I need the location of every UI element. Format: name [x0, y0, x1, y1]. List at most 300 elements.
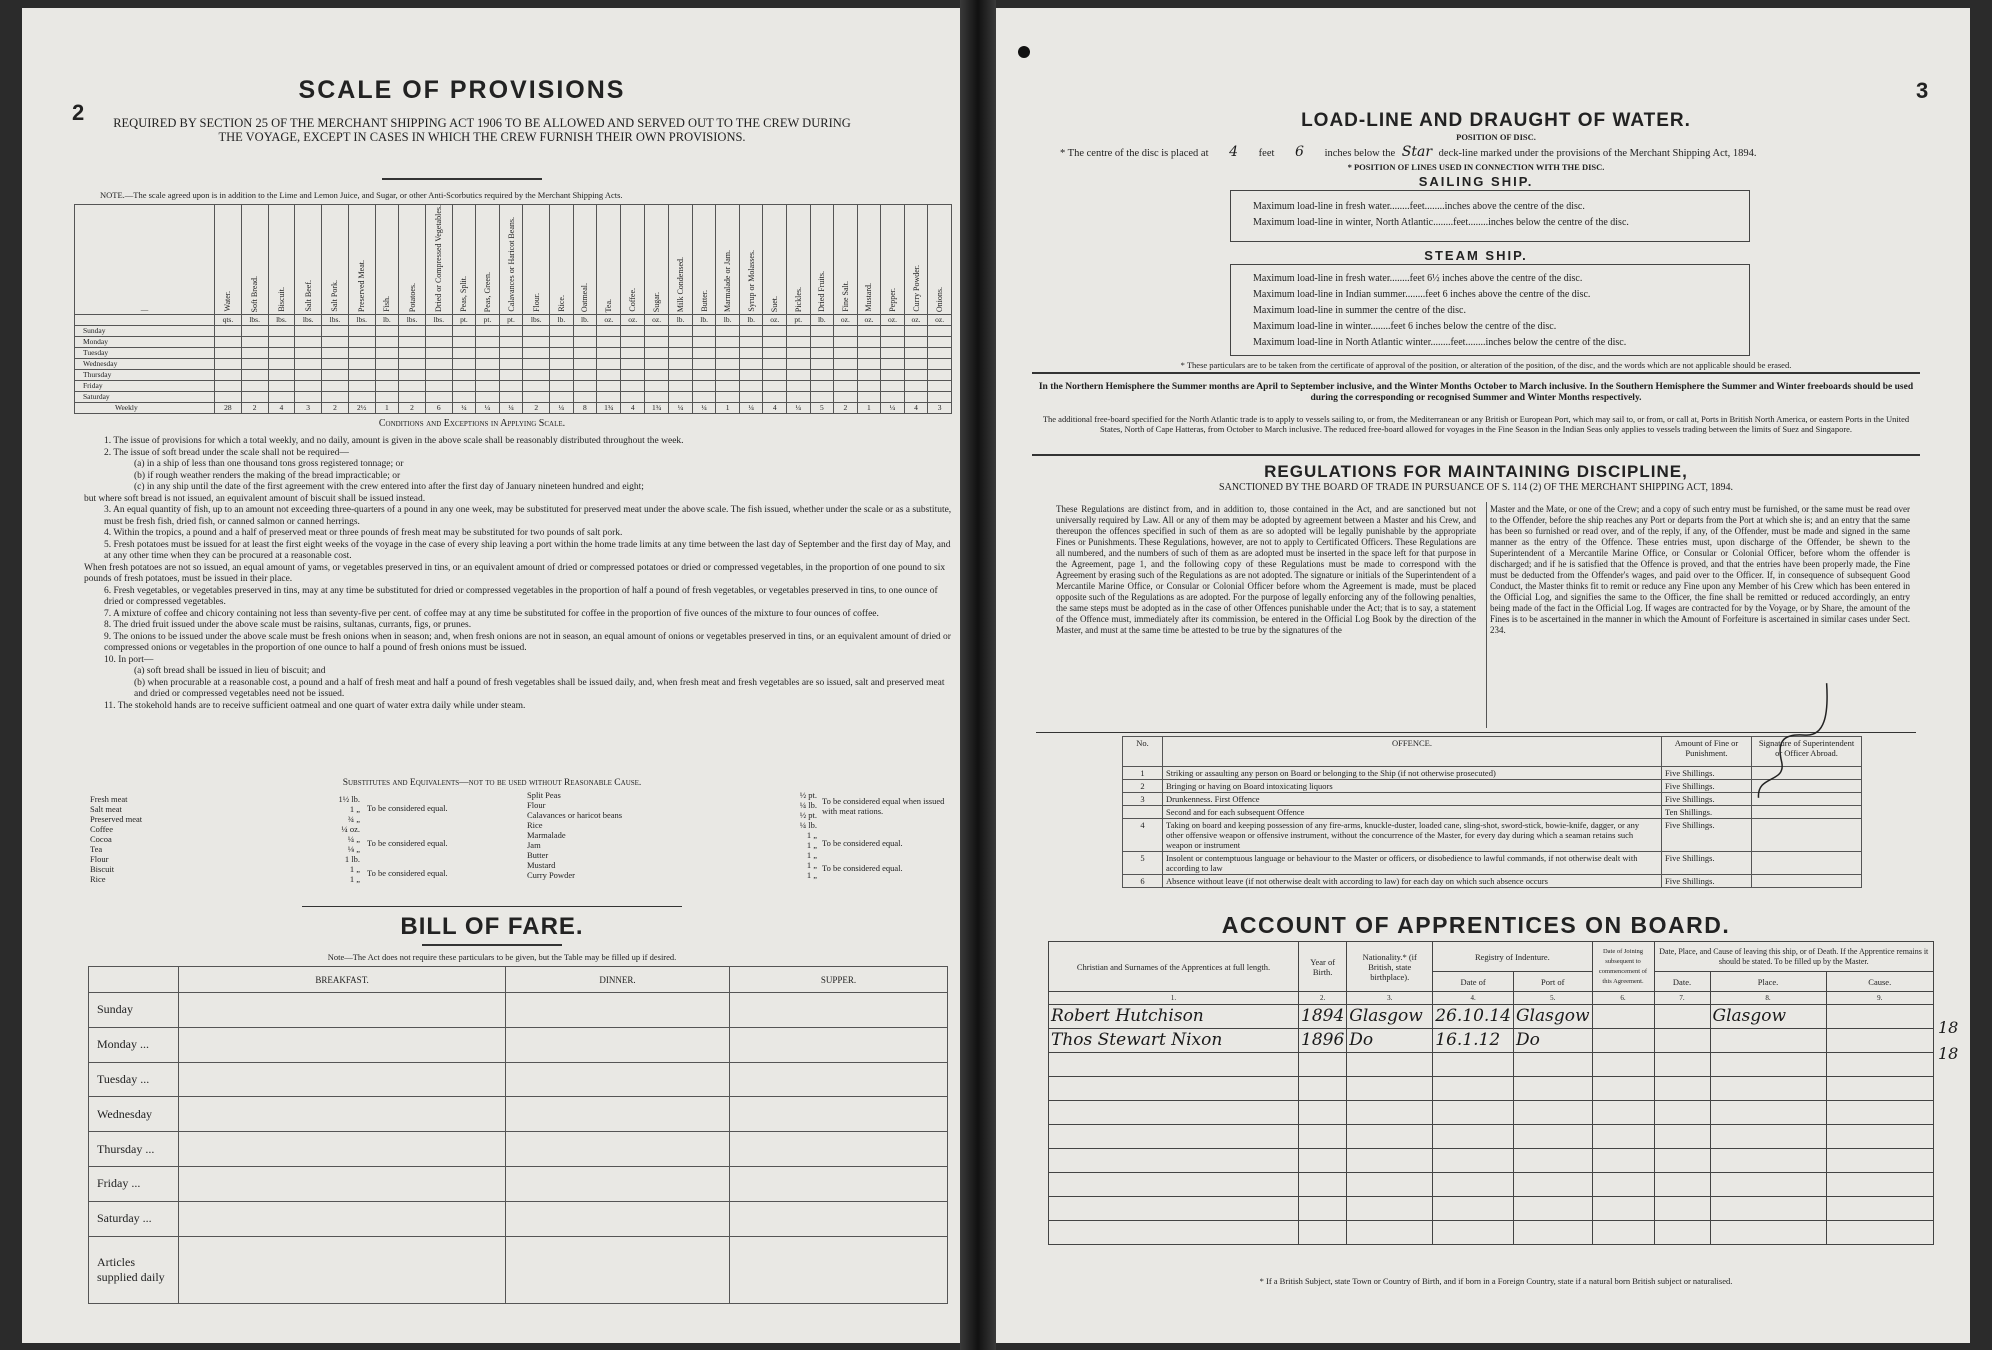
provisions-cell	[645, 380, 669, 391]
substitute-qty: 1 „	[349, 874, 360, 884]
provisions-cell	[621, 380, 645, 391]
substitute-row	[527, 790, 817, 800]
provisions-col-header	[476, 205, 500, 315]
provisions-col-label: Marmalade or Jam.	[723, 249, 733, 312]
provisions-cell	[550, 391, 574, 402]
apprentice-cell	[1592, 1053, 1654, 1077]
apprentices-table	[1048, 941, 1934, 1245]
provisions-cell	[241, 358, 268, 369]
provisions-cell	[425, 369, 452, 380]
provisions-cell	[268, 336, 295, 347]
provisions-day-label: Thursday	[75, 369, 215, 380]
provisions-col-header	[834, 205, 858, 315]
substitute-qty: ¾ „	[347, 814, 360, 824]
provisions-cell	[669, 325, 693, 336]
offence-col-header: OFFENCE.	[1163, 737, 1662, 767]
provisions-cell	[499, 380, 523, 391]
apprentice-cell	[1049, 1029, 1299, 1053]
equal-rations-label: To be considered equal when issued with meat rations.	[822, 796, 945, 816]
provisions-cell	[523, 336, 550, 347]
weekly-value: 1	[375, 402, 399, 413]
provisions-cell	[399, 336, 426, 347]
provisions-day-row	[75, 347, 952, 358]
provisions-cell	[621, 347, 645, 358]
apprentice-cell	[1826, 1029, 1933, 1053]
provisions-col-header	[241, 205, 268, 315]
apprentice-row	[1049, 1077, 1934, 1101]
apprentice-year: 1896	[1301, 1029, 1345, 1050]
substitute-row	[90, 844, 360, 854]
provisions-cell	[716, 336, 740, 347]
offence-no: 3	[1123, 793, 1163, 806]
bill-day-label: Friday ...	[89, 1166, 179, 1201]
weekly-value: 2	[322, 402, 349, 413]
provisions-cell	[716, 369, 740, 380]
provisions-col-header	[523, 205, 550, 315]
page-number-right: 3	[1916, 78, 1929, 103]
provisions-col-label: Syrup or Molasses.	[746, 250, 756, 312]
apprentice-cell	[1654, 1149, 1710, 1173]
rule-item: 7. A mixture of coffee and chicory containing not less than seventy-five per cent. of coffee may at any time be substituted for coffee in the proportion of five ounces of the mixture to four ounces of coffee.	[104, 608, 879, 619]
provisions-cell	[739, 347, 763, 358]
substitute-row	[90, 864, 360, 874]
bill-row	[89, 1132, 948, 1167]
provisions-cell	[573, 358, 597, 369]
apprentice-cell	[1710, 1173, 1826, 1197]
bill-row	[89, 993, 948, 1028]
weekly-value: 2	[399, 402, 426, 413]
provisions-cell	[645, 336, 669, 347]
substitute-row	[527, 850, 817, 860]
sailing-line: Maximum load-line in fresh water........feet........inches above the centre of the disc.	[1253, 201, 1585, 212]
apprentice-row	[1049, 1005, 1934, 1029]
apprentice-cell	[1654, 1077, 1710, 1101]
provisions-cell	[669, 336, 693, 347]
disc-text-4: deck-line marked under the provisions of the Merchant Shipping Act, 1894.	[1438, 148, 1757, 159]
hemisphere-note: In the Northern Hemisphere the Summer months are April to September inclusive, and the Winter Months October to March inclusive. In the Southern Hemisphere the Summer and Winter freeboards should be used during the corresponding or recognised Summer and Winter Months respectively.	[1038, 382, 1914, 403]
provisions-cell	[692, 391, 716, 402]
provisions-unit: lb.	[669, 314, 693, 325]
provisions-cell	[499, 347, 523, 358]
provisions-cell	[268, 358, 295, 369]
provisions-cell	[499, 325, 523, 336]
provisions-corner: —	[75, 205, 215, 315]
provisions-cell	[375, 380, 399, 391]
provisions-unit: lb.	[810, 314, 834, 325]
provisions-cell	[716, 347, 740, 358]
apprentice-cell	[1433, 1005, 1514, 1029]
rule-item: (a) soft bread shall be issued in lieu of biscuit; and	[134, 666, 326, 676]
apprentice-cell	[1049, 1221, 1299, 1245]
provisions-cell	[425, 325, 452, 336]
provisions-cell	[881, 369, 905, 380]
provisions-cell	[904, 380, 928, 391]
equal-label-3: To be considered equal.	[367, 868, 448, 878]
apprentice-cell	[1654, 1197, 1710, 1221]
apprentice-cell	[1513, 1149, 1592, 1173]
provisions-cell	[834, 391, 858, 402]
substitute-qty: 1 „	[806, 850, 817, 860]
provisions-unit: pt.	[499, 314, 523, 325]
apprentice-cell	[1710, 1221, 1826, 1245]
provisions-col-label: Sugar.	[652, 291, 662, 312]
provisions-cell	[881, 347, 905, 358]
apprentice-cell	[1049, 1149, 1299, 1173]
provisions-cell	[881, 358, 905, 369]
apprentice-cell	[1654, 1005, 1710, 1029]
provisions-cell	[295, 347, 322, 358]
substitute-qty: ¼ „	[347, 834, 360, 844]
provisions-cell	[810, 325, 834, 336]
provisions-cell	[834, 380, 858, 391]
substitute-qty: 1 „	[806, 870, 817, 880]
apprentice-cell	[1710, 1029, 1826, 1053]
provisions-cell	[857, 336, 881, 347]
provisions-cell	[399, 358, 426, 369]
apprentice-cell	[1654, 1221, 1710, 1245]
provisions-unit: lbs.	[399, 314, 426, 325]
rule-item: 2. The issue of soft bread under the scale shall not be required—	[104, 447, 349, 458]
substitute-item: Preserved meat	[90, 814, 143, 824]
provisions-cell	[573, 336, 597, 347]
provisions-cell	[476, 380, 500, 391]
apprentice-cell	[1347, 1029, 1433, 1053]
appr-col-number: 6.	[1592, 992, 1654, 1005]
provisions-cell	[322, 347, 349, 358]
provisions-unit: lbs.	[268, 314, 295, 325]
bill-day-label: Saturday ...	[89, 1201, 179, 1236]
provisions-col-label: Biscuit.	[276, 287, 286, 312]
substitute-qty: 1 „	[806, 830, 817, 840]
offence-no: 2	[1123, 780, 1163, 793]
provisions-unit: lb.	[716, 314, 740, 325]
substitute-item: Salt meat	[90, 804, 122, 814]
bill-row	[89, 1062, 948, 1097]
apprentice-cell	[1299, 1149, 1347, 1173]
provisions-cell	[763, 391, 787, 402]
provisions-cell	[881, 391, 905, 402]
provisions-cell	[268, 380, 295, 391]
offence-col-header: Amount of Fine or Punishment.	[1662, 737, 1752, 767]
apprentice-cell	[1654, 1101, 1710, 1125]
provisions-col-label: Dried Fruits.	[817, 271, 827, 312]
substitute-row	[90, 814, 360, 824]
provisions-cell	[573, 391, 597, 402]
provisions-col-header	[597, 205, 621, 315]
offence-fine: Five Shillings.	[1662, 793, 1752, 806]
apprentice-cell	[1299, 1221, 1347, 1245]
provisions-col-header	[669, 205, 693, 315]
apprentice-cell	[1592, 1029, 1654, 1053]
bill-row	[89, 1201, 948, 1236]
apprentice-cell	[1654, 1125, 1710, 1149]
apprentice-cell	[1826, 1173, 1933, 1197]
provisions-cell	[810, 336, 834, 347]
provisions-cell	[928, 325, 952, 336]
apprentice-cell	[1049, 1125, 1299, 1149]
apprentice-cell	[1826, 1149, 1933, 1173]
provisions-day-row	[75, 391, 952, 402]
apprentice-cell	[1826, 1077, 1933, 1101]
apprentice-name: Robert Hutchison	[1051, 1005, 1204, 1026]
provisions-cell	[904, 336, 928, 347]
provisions-col-label: Curry Powder.	[911, 265, 921, 312]
bill-day-label: Tuesday ...	[89, 1062, 179, 1097]
weekly-value: 8	[573, 402, 597, 413]
provisions-cell	[692, 358, 716, 369]
provisions-cell	[425, 336, 452, 347]
bill-row	[89, 1027, 948, 1062]
apprentice-row	[1049, 1125, 1934, 1149]
apprentice-cell	[1654, 1053, 1710, 1077]
substitute-item: Curry Powder	[527, 870, 575, 880]
weekly-value: 1	[857, 402, 881, 413]
apprentice-cell	[1592, 1221, 1654, 1245]
provisions-cell	[763, 358, 787, 369]
scale-subtitle: REQUIRED BY SECTION 25 OF THE MERCHANT SHIPPING ACT 1906 TO BE ALLOWED AND SERVED OUT TO THE CREW DURING THE VOYAGE, EXCEPT IN CASES IN WHICH THE CREW FURNISH THEIR OWN PROVISIONS.	[113, 116, 851, 144]
apprentice-cell	[1049, 1053, 1299, 1077]
substitute-qty: 1 „	[806, 860, 817, 870]
provisions-day-row	[75, 358, 952, 369]
substitute-row	[90, 824, 360, 834]
provisions-cell	[716, 358, 740, 369]
provisions-col-label: Fish.	[382, 296, 392, 312]
apprentice-cell	[1513, 1053, 1592, 1077]
bill-cell	[729, 1062, 947, 1097]
provisions-cell	[645, 325, 669, 336]
provisions-cell	[241, 380, 268, 391]
provisions-cell	[476, 325, 500, 336]
apprentice-cell	[1347, 1101, 1433, 1125]
rule-item: 11. The stokehold hands are to receive sufficient oatmeal and one quart of water extra daily while under steam.	[104, 700, 526, 711]
provisions-cell	[322, 325, 349, 336]
apprentice-cell	[1513, 1125, 1592, 1149]
provisions-cell	[375, 358, 399, 369]
apprentice-cell	[1433, 1125, 1514, 1149]
provisions-col-header	[322, 205, 349, 315]
bill-cell	[179, 1236, 506, 1303]
provisions-cell	[348, 369, 375, 380]
binding-hole	[1018, 46, 1030, 58]
provisions-cell	[621, 369, 645, 380]
weekly-value: ¼	[476, 402, 500, 413]
substitute-qty: ½ pt.	[799, 810, 817, 820]
equal-label-1: To be considered equal.	[367, 803, 448, 813]
offence-fine: Five Shillings.	[1662, 875, 1752, 888]
provisions-cell	[928, 336, 952, 347]
substitute-item: Cocoa	[90, 834, 112, 844]
appr-col-number: 5.	[1513, 992, 1592, 1005]
provisions-cell	[834, 369, 858, 380]
disc-text-1: * The centre of the disc is placed at	[1060, 148, 1209, 159]
scale-title: SCALE OF PROVISIONS	[298, 76, 626, 104]
bill-cell	[729, 993, 947, 1028]
weekly-value: 1¾	[597, 402, 621, 413]
substitute-item: Split Peas	[527, 790, 561, 800]
apprentice-cell	[1826, 1221, 1933, 1245]
provisions-col-header	[550, 205, 574, 315]
provisions-col-header	[295, 205, 322, 315]
apprentice-cell	[1513, 1005, 1592, 1029]
provisions-cell	[550, 380, 574, 391]
provisions-col-label: Pickles.	[793, 286, 803, 312]
offence-text: Absence without leave (if not otherwise dealt with according to law) for each day on which such absence occurs	[1163, 875, 1662, 888]
bill-note: Note—The Act does not require these particulars to be given, but the Table may be filled up if desired.	[327, 952, 677, 962]
substitute-row	[527, 870, 817, 880]
provisions-cell	[621, 391, 645, 402]
apprentice-row	[1049, 1173, 1934, 1197]
provisions-cell	[322, 369, 349, 380]
provisions-cell	[348, 347, 375, 358]
provisions-cell	[268, 391, 295, 402]
provisions-cell	[375, 325, 399, 336]
apprentice-cell	[1826, 1125, 1933, 1149]
substitute-row	[527, 810, 817, 820]
offence-no: 6	[1123, 875, 1163, 888]
apprentice-row	[1049, 1101, 1934, 1125]
provisions-day-label: Monday	[75, 336, 215, 347]
apprentice-cell	[1049, 1005, 1299, 1029]
appr-col-number: 4.	[1433, 992, 1514, 1005]
apprentice-cell	[1049, 1173, 1299, 1197]
bill-cell	[179, 993, 506, 1028]
provisions-cell	[857, 380, 881, 391]
apprentice-cell	[1710, 1005, 1826, 1029]
apprentice-cell	[1592, 1173, 1654, 1197]
provisions-cell	[241, 369, 268, 380]
rule-item: 1. The issue of provisions for which a total weekly, and no daily, amount is given in the above scale shall be reasonably distributed throughout the week.	[104, 436, 684, 446]
offence-fine: Five Shillings.	[1662, 852, 1752, 875]
provisions-cell	[499, 358, 523, 369]
substitute-row	[90, 834, 360, 844]
bill-cell	[729, 1132, 947, 1167]
apprentice-cell	[1433, 1029, 1514, 1053]
substitute-qty: ¼ lb.	[799, 820, 817, 830]
provisions-cell	[550, 369, 574, 380]
provisions-cell	[550, 336, 574, 347]
apprentice-cell	[1710, 1053, 1826, 1077]
provisions-cell	[669, 358, 693, 369]
apprentice-cell	[1049, 1101, 1299, 1125]
regs-subtitle: SANCTIONED BY THE BOARD OF TRADE IN PURSUANCE OF S. 114 (2) OF THE MERCHANT SHIPPING ACT, 1894.	[1219, 482, 1733, 493]
provisions-cell	[669, 391, 693, 402]
provisions-cell	[881, 380, 905, 391]
provisions-cell	[452, 380, 476, 391]
substitute-row	[527, 840, 817, 850]
position-lines: * POSITION OF LINES USED IN CONNECTION WITH THE DISC.	[1347, 162, 1605, 172]
rule-item: 5. Fresh potatoes must be issued for at least the first eight weeks of the voyage in the case of every ship leaving a port within the home trade limits at any time between the last day of September and the first day of May, and at any other time when they can be procured at a reasonable cost.	[104, 539, 951, 561]
steam-ship-heading: STEAM SHIP.	[1424, 248, 1528, 263]
offence-table	[1122, 736, 1862, 888]
weekly-label: Weekly	[75, 402, 215, 413]
provisions-cell	[523, 325, 550, 336]
provisions-col-header	[573, 205, 597, 315]
provisions-cell	[452, 369, 476, 380]
apprentice-cell	[1433, 1077, 1514, 1101]
provisions-cell	[215, 391, 242, 402]
provisions-cell	[215, 369, 242, 380]
apprentice-cell	[1710, 1077, 1826, 1101]
bill-col-header: SUPPER.	[729, 967, 947, 993]
steam-line: Maximum load-line in summer the centre of the disc.	[1253, 305, 1466, 316]
apprentice-row	[1049, 1029, 1934, 1053]
appr-col-number: 9.	[1826, 992, 1933, 1005]
substitute-qty: ⅛ „	[347, 844, 360, 854]
provisions-units-row	[75, 314, 952, 325]
units-corner	[75, 314, 215, 325]
apprentice-cell	[1347, 1005, 1433, 1029]
provisions-cell	[375, 347, 399, 358]
provisions-col-label: Onions.	[935, 286, 945, 312]
bill-cell	[179, 1097, 506, 1132]
disc-text-3: inches below the	[1324, 148, 1396, 159]
appr-h-name: Christian and Surnames of the Apprentices at full length.	[1049, 942, 1299, 992]
provisions-col-header	[763, 205, 787, 315]
weekly-value: 2	[834, 402, 858, 413]
appr-h-leave-date: Date.	[1654, 972, 1710, 992]
rule-item: (c) in any ship until the date of the first agreement with the crew entered into after the first day of January nineteen hundred and eight;	[134, 482, 644, 492]
provisions-cell	[621, 325, 645, 336]
provisions-cell	[523, 369, 550, 380]
provisions-unit: lb.	[573, 314, 597, 325]
apprentice-row	[1049, 1053, 1934, 1077]
steam-ship-box	[1230, 264, 1750, 356]
provisions-cell	[550, 347, 574, 358]
provisions-cell	[573, 325, 597, 336]
offence-no: 4	[1123, 819, 1163, 852]
provisions-col-header	[881, 205, 905, 315]
exceptions-heading: Conditions and Exceptions in Applying Scale.	[378, 418, 566, 429]
provisions-col-header	[810, 205, 834, 315]
weekly-value: ¼	[692, 402, 716, 413]
apprentice-cell	[1826, 1101, 1933, 1125]
apprentice-cell	[1513, 1101, 1592, 1125]
provisions-col-label: Calavances or Haricot Beans.	[506, 217, 516, 312]
provisions-cell	[348, 325, 375, 336]
provisions-cell	[399, 380, 426, 391]
weekly-value: 4	[763, 402, 787, 413]
substitute-row	[90, 854, 360, 864]
provisions-cell	[452, 358, 476, 369]
substitute-item: Coffee	[90, 824, 113, 834]
apprentice-cell	[1433, 1149, 1514, 1173]
provisions-cell	[375, 336, 399, 347]
provisions-col-label: Coffee.	[628, 288, 638, 312]
provisions-col-header	[928, 205, 952, 315]
provisions-cell	[692, 347, 716, 358]
offence-col-header: Signature of Superintendent or Officer Abroad.	[1752, 737, 1862, 767]
appr-col-number: 3.	[1347, 992, 1433, 1005]
bill-cell	[729, 1097, 947, 1132]
bill-cell	[506, 1027, 730, 1062]
provisions-cell	[904, 358, 928, 369]
provisions-cell	[857, 369, 881, 380]
apprentice-cell	[1826, 1197, 1933, 1221]
provisions-cell	[425, 380, 452, 391]
provisions-cell	[295, 369, 322, 380]
provisions-day-row	[75, 325, 952, 336]
apprentice-cell	[1592, 1005, 1654, 1029]
bill-of-fare-table	[88, 966, 948, 1304]
apprentice-row	[1049, 1197, 1934, 1221]
offence-row	[1123, 806, 1862, 819]
provisions-cell	[787, 380, 811, 391]
provisions-col-header	[904, 205, 928, 315]
provisions-cell	[810, 391, 834, 402]
regs-left-text: These Regulations are distinct from, and in addition to, those contained in the Act, and are sanctioned but not universally required by Law. All or any of them may be adopted by agreement between a Master and his Crew, and thereupon the offences specified in such of them as are so adopted will be legally punishable by the appropriate Fines or Punishments. These Regulations, however, are not to apply to Certificated Officers. These Regulations are all numbered, and the numbers of such of them as are adopted must be inserted in the space left for that purpose in the Agreement, page 1, and the following copy of these Regulations must be made to correspond with the Agreement by erasing such of the Regulations as are not adopted. The signature or initials of the Superintendent of a Mercantile Marine Office, or Consular or Colonial Officer before whom the Agreement is made, must be placed opposite such of the Regulations as are adopted. For the purpose of legally enforcing any of the following penalties, the same steps must be adopted as in the case of other Offences punishable under the Act; that is to say, a statement of the Offence must, immediately after its commission, be entered in the Official Log Book by the direction of the Master, and must at the same time be attested to be true by the signatures of the	[1056, 504, 1476, 635]
provisions-cell	[857, 325, 881, 336]
apprentice-cell	[1592, 1101, 1654, 1125]
